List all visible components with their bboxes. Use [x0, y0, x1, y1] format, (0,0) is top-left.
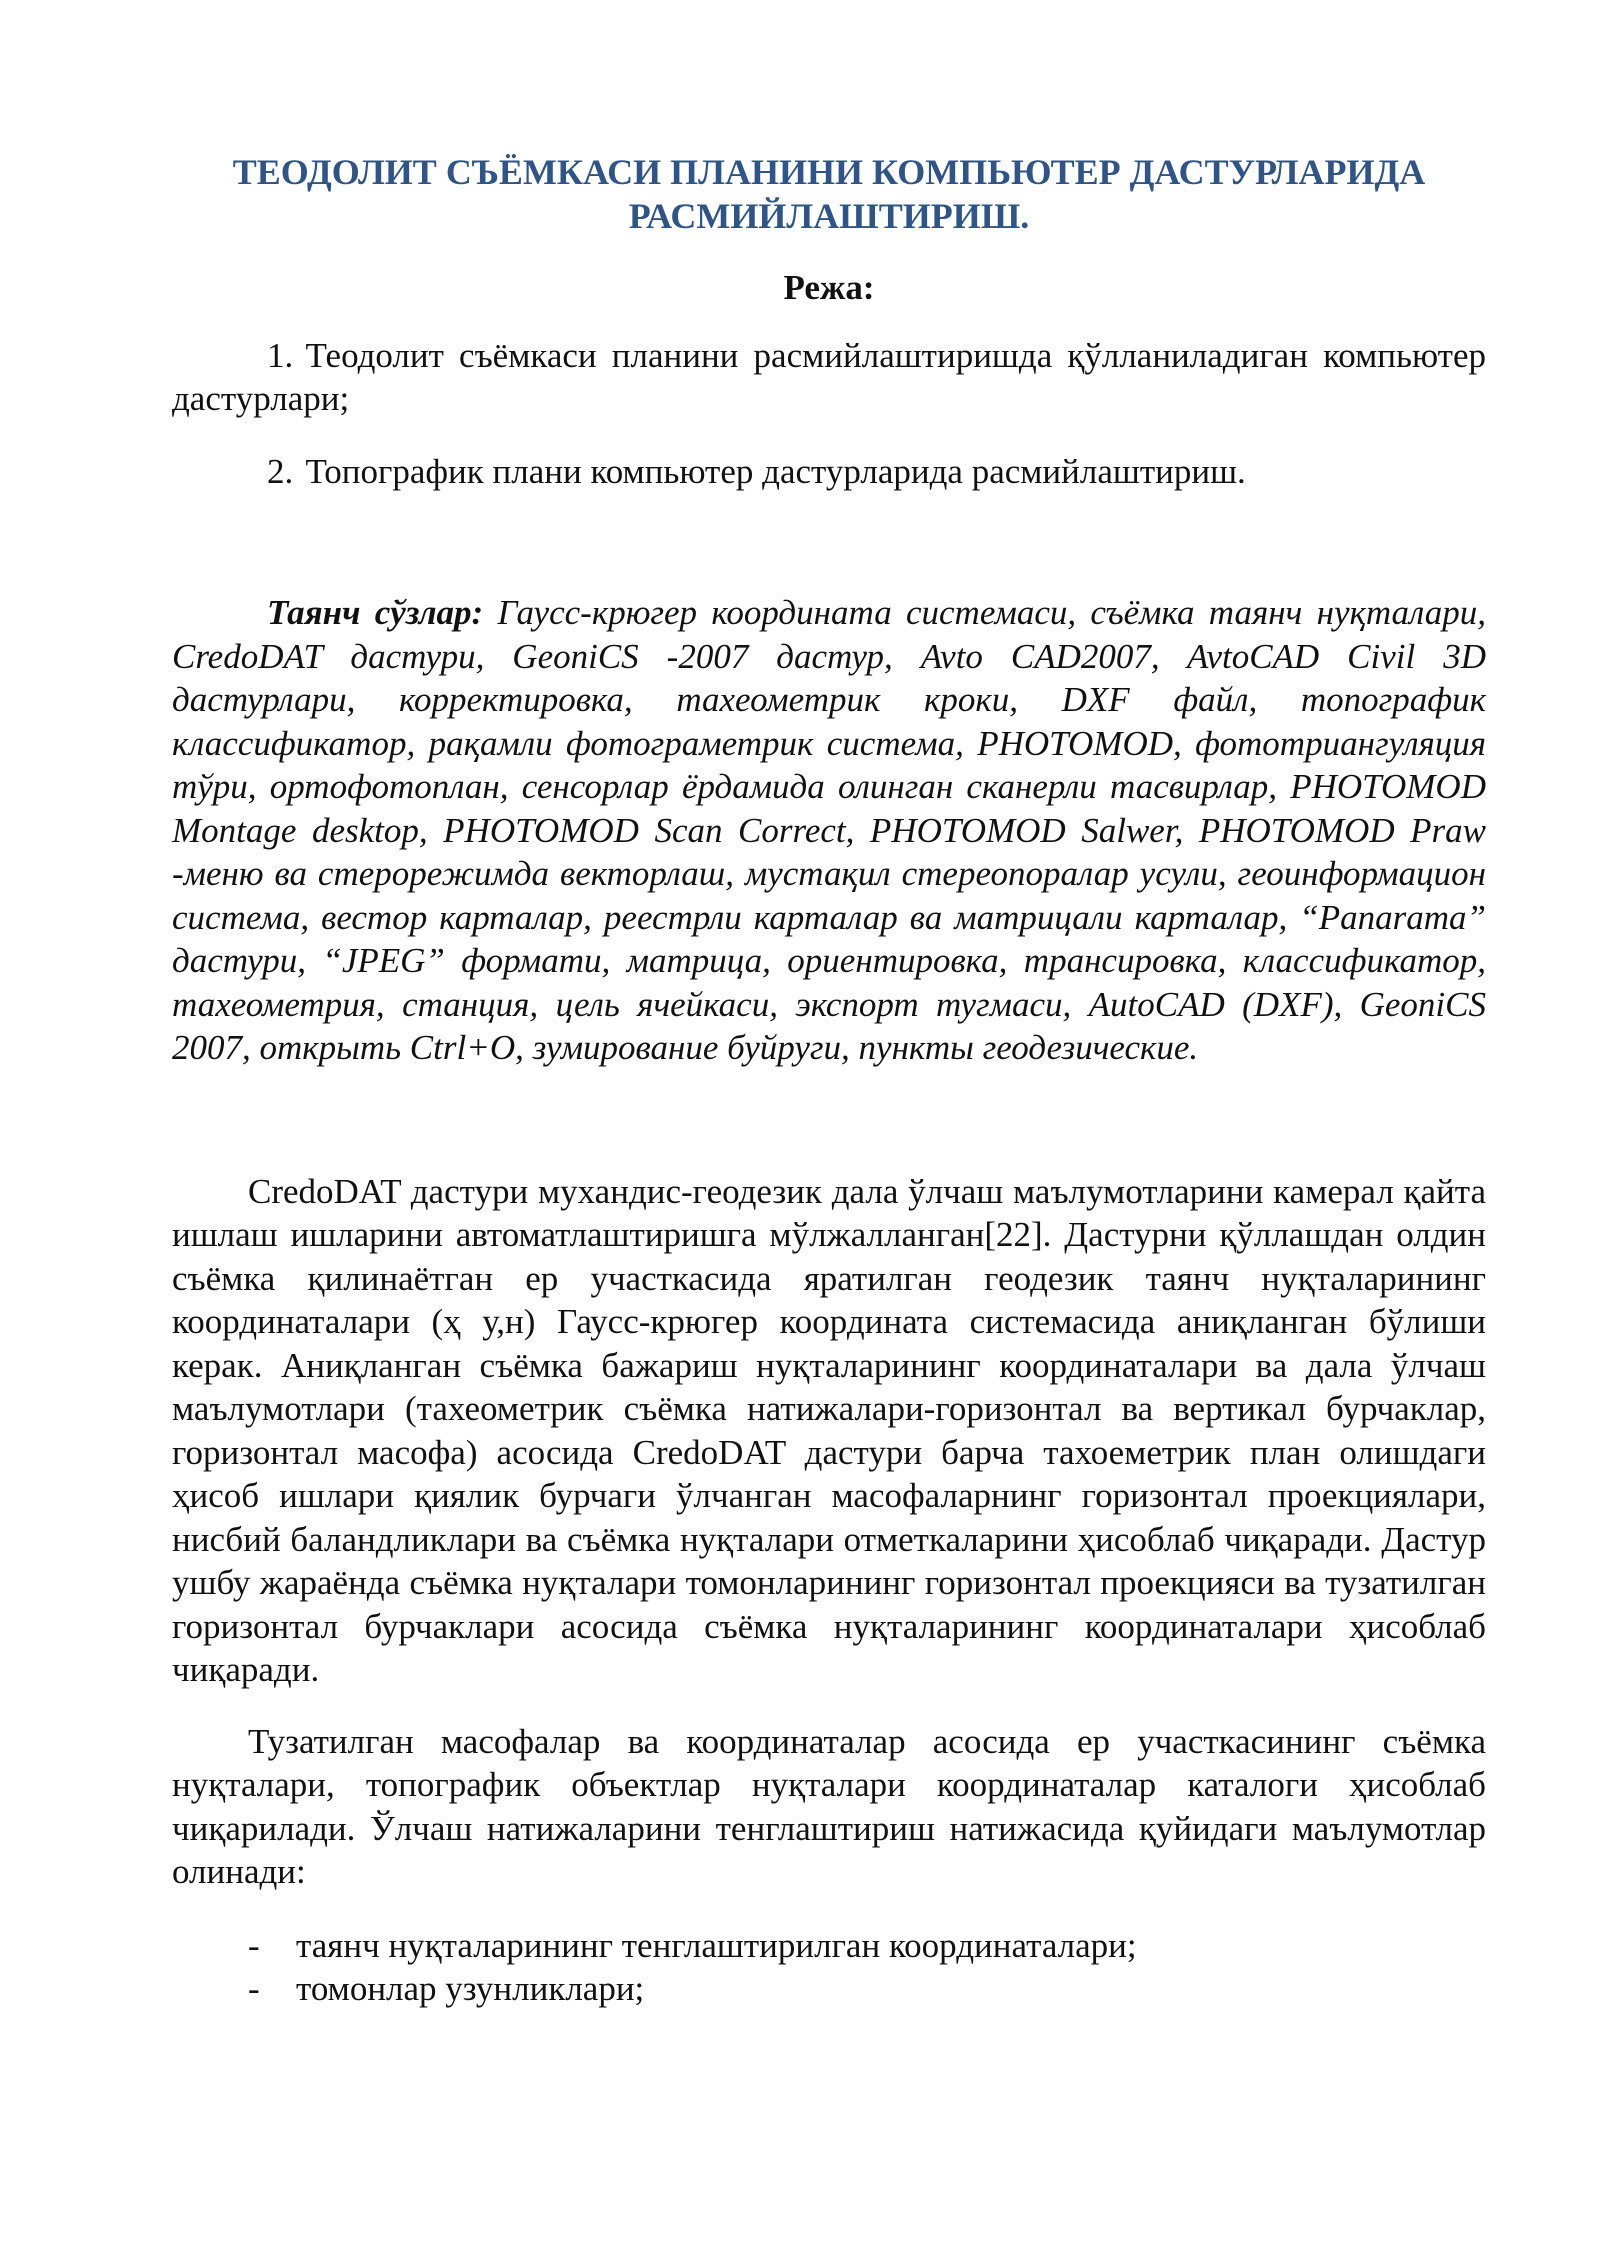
list-item-text: таянч нуқталарининг тенглаштирилган координаталари;: [296, 1925, 1137, 1965]
list-item: [172, 1967, 1486, 2011]
plan-item: [172, 450, 1486, 494]
keywords-paragraph: [172, 591, 1486, 1070]
keywords-text: Гаусс-крюгер координата системаси, съёмка таянч нуқталари, CredoDAT дастури, GeoniCS -2007 дастур, Avto CAD2007, AvtoCAD Civil 3D дастурлари, корректировка, тахеометрик кроки, DXF файл, топографик классификатор, рақамли фотограметрик система, PHOTOMOD, фототриангуляция тўри, ортофотоплан, сенсорлар ёрдамида олинган сканерли тасвирлар, PHOTOMOD Montage desktop, PHOTOMOD Scan Correct, PHOTOMOD Salwer, PHOTOMOD Praw -меню ва стерорежимда векторлаш, мустақил стереопоралар усули, геоинформацион система, вестор карталар, реестрли карталар ва матрицали карталар, “Panarama” дастури, “JPEG” формати, матрица, ориентировка, трансировка, классификатор, тахеометрия, станция, цель ячейкаси, экспорт тугмаси, AutoCAD (DXF), GeoniCS 2007, открыть Ctrl+O, зумирование буйруги, пункты геодезические.: [172, 593, 1486, 1067]
plan-item-text: Топографик плани компьютер дастурларида расмийлаштириш.: [305, 451, 1246, 491]
dash-marker: -: [248, 1969, 260, 2008]
plan-list: [172, 334, 1486, 494]
plan-item-text: Теодолит съёмкаси планини расмийлаштиришда қўлланиладиган компьютер дастурлари;: [172, 335, 1486, 418]
plan-item-number: 1.: [267, 335, 294, 375]
document-title: ТЕОДОЛИТ СЪЁМКАСИ ПЛАНИНИ КОМПЬЮТЕР ДАСТУРЛАРИДА РАСМИЙЛАШТИРИШ.: [232, 152, 1426, 236]
list-item: [172, 1924, 1486, 1968]
keywords-label: Таянч сўзлар:: [267, 593, 484, 632]
plan-heading: Режа:: [783, 268, 875, 307]
list-item-text: томонлар узунликлари;: [296, 1969, 645, 2008]
dash-marker: -: [248, 1925, 260, 1965]
document-page: [172, 150, 1486, 2011]
plan-item: [172, 334, 1486, 421]
body-paragraph: Тузатилган масофалар ва координаталар асосида ер участкасининг съёмка нуқталари, топографик объектлар нуқталари координаталар каталоги ҳисоблаб чиқарилади. Ўлчаш натижаларини тенглаштириш натижасида қуйидаги маълумотлар олинади:: [172, 1721, 1486, 1891]
plan-item-number: 2.: [267, 451, 294, 491]
results-list: [172, 1924, 1486, 2011]
body-paragraph: CredoDAT дастури мухандис-геодезик дала ўлчаш маълумотларини камерал қайта ишлаш ишларини автоматлаштиришга мўлжалланган[22]. Дастурни қўллашдан олдин съёмка қилинаётган ер участкасида яратилган геодезик таянч нуқталарининг координаталари (ҳ у,н) Гаусс-крюгер координата системасида аниқланган бўлиши керак. Аниқланган съёмка бажариш нуқталарининг координаталари ва дала ўлчаш маълумотлари (тахеометрик съёмка натижалари-горизонтал ва вертикал бурчаклар, горизонтал масофа) асосида CredoDAT дастури барча тахоеметрик план олишдаги ҳисоб ишлари қиялик бурчаги ўлчанган масофаларнинг горизонтал проекциялари, нисбий баландликлари ва съёмка нуқталари отметкаларини ҳисоблаб чиқаради. Дастур ушбу жараёнда съёмка нуқталари томонларининг горизонтал проекцияси ва тузатилган горизонтал бурчаклари асосида съёмка нуқталарининг координаталари ҳисоблаб чиқаради.: [172, 1171, 1486, 1689]
